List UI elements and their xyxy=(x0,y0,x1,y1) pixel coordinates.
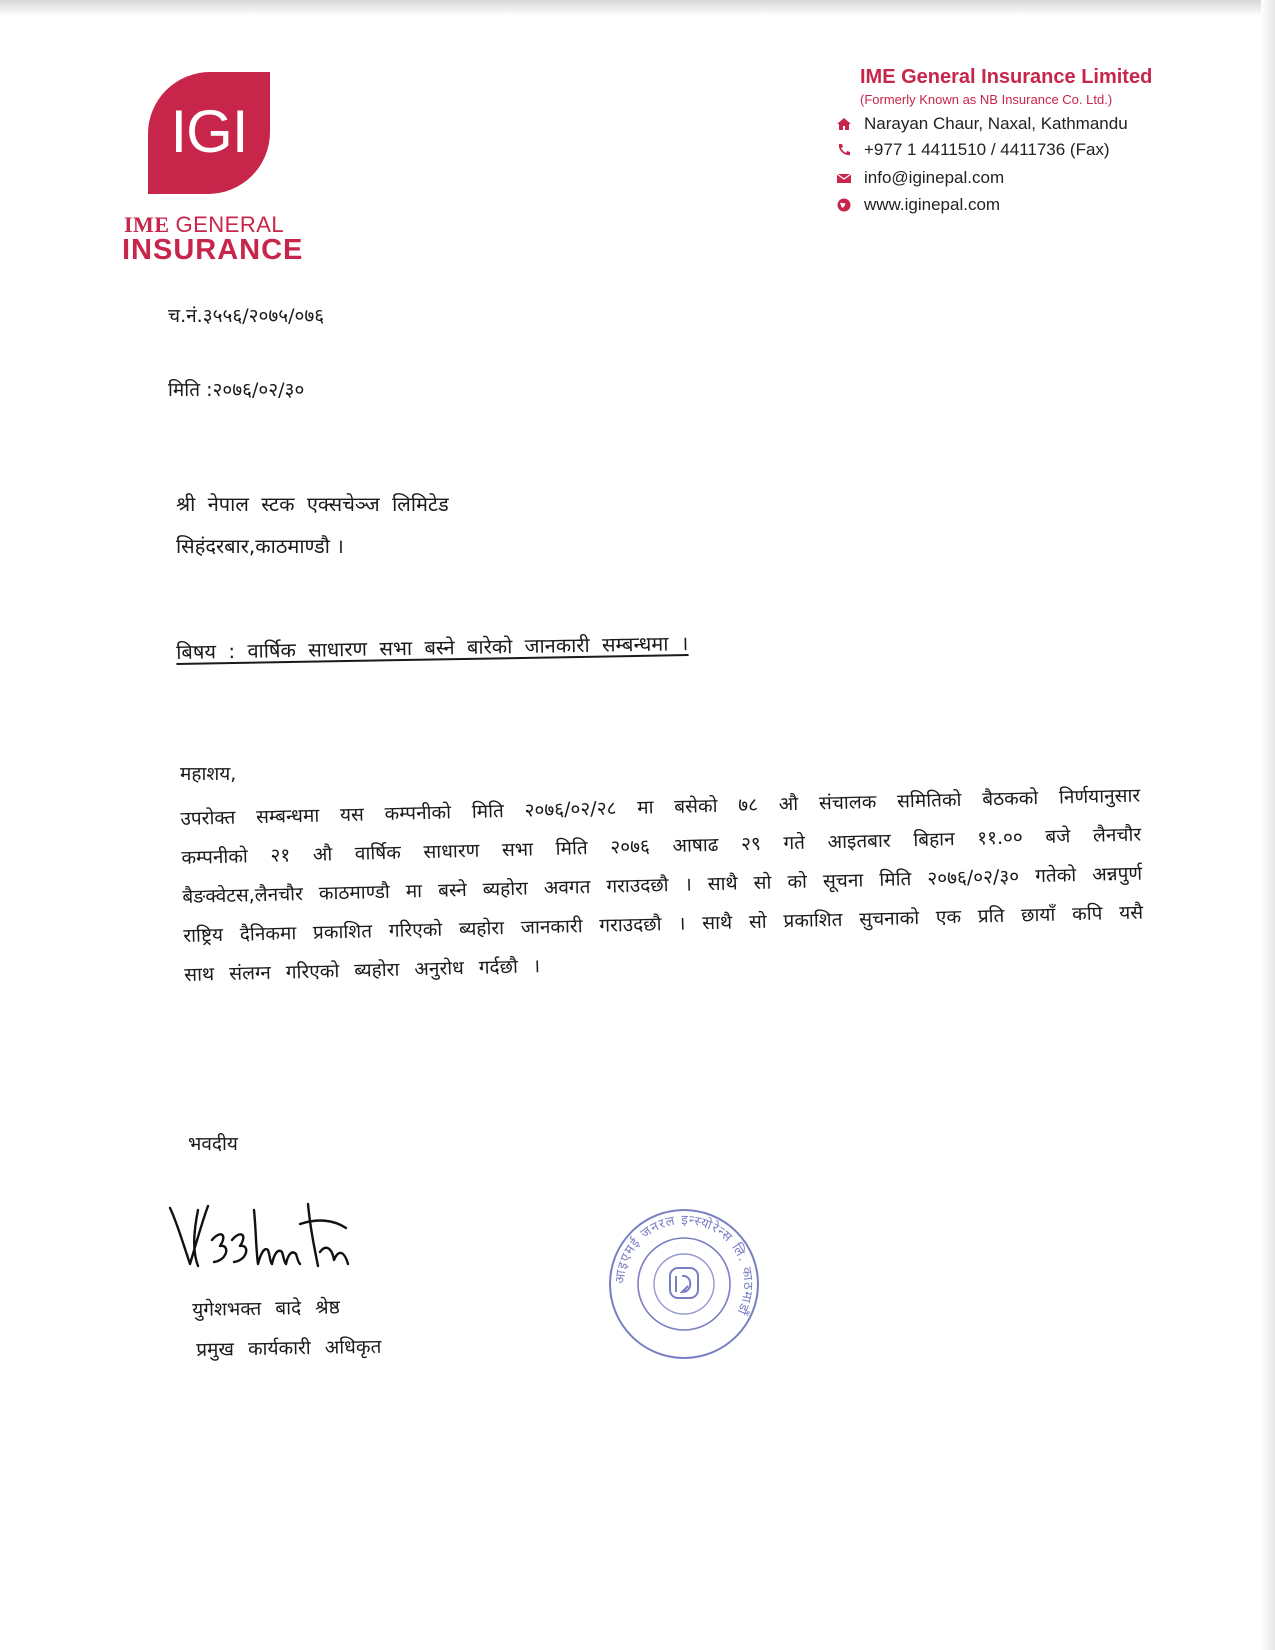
letter-date: मिति :२०७६/०२/३० xyxy=(168,379,305,401)
company-seal-stamp xyxy=(606,1206,762,1362)
signatory-title: प्रमुख कार्यकारी अधिकृत xyxy=(196,1335,382,1361)
stamp-text: आइएमई जनरल इन्स्योरेन्स लि. काठमाडौं xyxy=(612,1212,756,1318)
salutation: महाशय, xyxy=(180,763,237,785)
closing: भवदीय xyxy=(188,1133,238,1155)
scan-edge-right xyxy=(1261,0,1275,1650)
scan-edge-top xyxy=(0,0,1275,16)
home-icon xyxy=(836,116,852,132)
logo-mark-text: IGI xyxy=(170,98,248,165)
phone-icon xyxy=(836,142,852,158)
recipient-address: सिहंदरबार,काठमाण्डौ । xyxy=(176,534,344,558)
contact-website-text: www.iginepal.com xyxy=(864,195,1001,214)
contact-email-text: info@iginepal.com xyxy=(864,168,1005,187)
letter-subject: बिषय : वार्षिक साधारण सभा बस्ने बारेको जानकारी सम्बन्धमा । xyxy=(176,631,689,664)
handwritten-signature xyxy=(168,1200,368,1290)
company-name: IME General Insurance Limited xyxy=(860,66,1153,88)
logo-name-bold: IME xyxy=(124,212,170,237)
contact-phone-text: +977 1 4411510 / 4411736 (Fax) xyxy=(864,140,1110,159)
globe-icon xyxy=(836,197,852,213)
contact-address-text: Narayan Chaur, Naxal, Kathmandu xyxy=(864,114,1128,133)
logo-name-light: GENERAL xyxy=(175,212,285,237)
reference-number: च.नं.३५५६/२०७५/०७६ xyxy=(168,305,325,327)
company-former-name: (Formerly Known as NB Insurance Co. Ltd.) xyxy=(860,92,1113,107)
logo-name-line2: INSURANCE xyxy=(122,234,304,266)
signatory-name: युगेशभक्त बादे श्रेष्ठ xyxy=(192,1296,341,1321)
recipient-name: श्री नेपाल स्टक एक्सचेञ्ज लिमिटेड xyxy=(176,492,449,516)
company-header xyxy=(860,66,1152,107)
mail-icon xyxy=(836,170,852,186)
letter-body: उपरोक्त सम्बन्धमा यस कम्पनीको मिति २०७६/०२/२८ मा बसेको ७८ औ संचालक समितिको बैठकको निर्णयानुसार कम्पनीको २१ औ वार्षिक साधारण सभा मिति २०७६ आषाढ २९ गते आइतबार बिहान ११.०० बजे लैनचौर बैङक्वेटस,लैनचौर काठमाण्डौ मा बस्ने ब्यहोरा अवगत गराउदछौ । साथै सो को सूचना मिति २०७६/०२/३० गतेको अन्नपुर्ण राष्ट्रिय दैनिकमा प्रकाशित गरिएको ब्यहोरा जानकारी गराउदछौ । साथै सो प्रकाशित सुचनाको एक प्रति छायाँ कपि यसै साथ संलग्न गरिएको ब्यहोरा अनुरोध गर्दछौ । xyxy=(180,784,1144,986)
logo-mark xyxy=(148,72,270,194)
